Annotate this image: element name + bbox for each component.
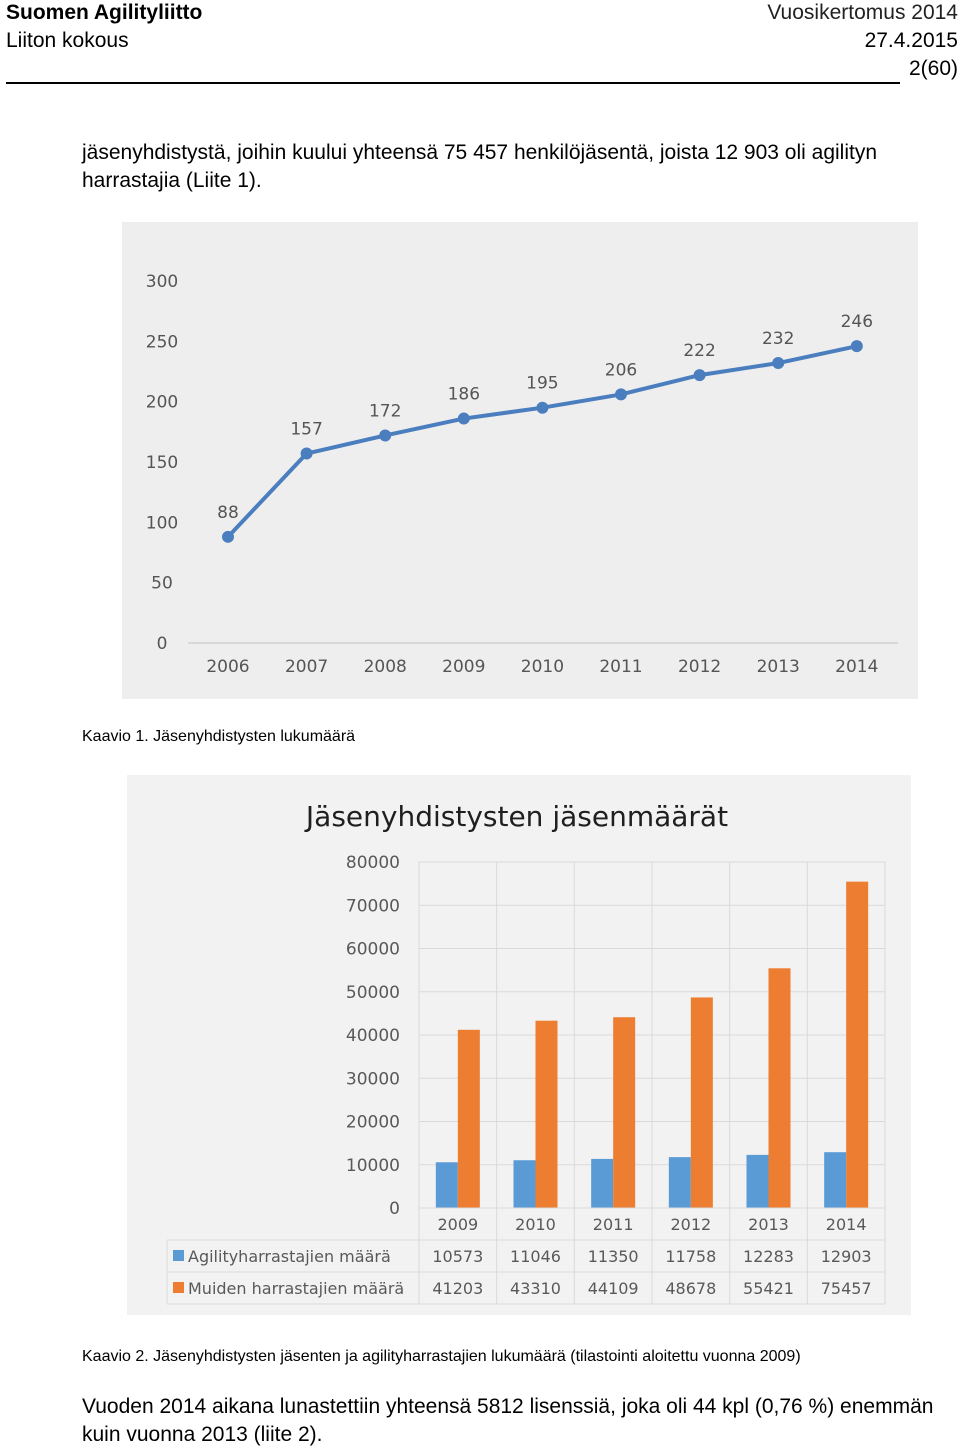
- chart1-x-tick: 2013: [756, 657, 800, 677]
- chart2-y-tick: 40000: [345, 1026, 400, 1046]
- chart2-data-label: 41203: [432, 1279, 484, 1298]
- chart1-y-tick: 250: [145, 332, 179, 353]
- chart1-data-label: 186: [447, 384, 481, 405]
- chart2-bar-agility: [669, 1157, 691, 1208]
- chart2-x-tick: 2013: [748, 1215, 789, 1234]
- chart1-point: [222, 531, 234, 543]
- report-title: Vuosikertomus 2014: [767, 1, 958, 24]
- chart2-bar-other: [458, 1030, 480, 1208]
- chart2-legend-swatch: [173, 1250, 184, 1261]
- chart1-point: [379, 429, 391, 441]
- chart1-x-tick: 2007: [284, 657, 329, 677]
- chart2-bar-agility: [747, 1155, 769, 1208]
- chart1-y-tick: 0: [156, 634, 168, 654]
- chart1-point: [536, 402, 548, 414]
- chart1-data-label: 88: [217, 502, 239, 523]
- chart2-legend-swatch: [173, 1282, 184, 1293]
- chart2-bar-agility: [514, 1160, 536, 1208]
- chart1-x-tick: 2006: [206, 657, 250, 677]
- chart2-y-tick: 0: [389, 1199, 400, 1219]
- chart1-point: [772, 357, 784, 369]
- chart1-data-label: 195: [526, 373, 559, 394]
- chart1-x-tick: 2009: [442, 657, 486, 677]
- bar-chart-members: [127, 775, 911, 1315]
- chart1-point: [694, 369, 706, 381]
- chart2-data-label: 48678: [665, 1279, 717, 1298]
- chart2-data-label: 11046: [510, 1247, 561, 1266]
- chart2-y-tick: 70000: [345, 896, 400, 917]
- chart2-y-tick: 80000: [345, 853, 400, 873]
- chart2-bar-agility: [824, 1152, 846, 1208]
- chart1-caption: Kaavio 1. Jäsenyhdistysten lukumäärä: [82, 728, 356, 745]
- chart2-y-tick: 20000: [345, 1112, 400, 1133]
- chart2-bar-other: [536, 1021, 558, 1208]
- chart2-data-label: 12283: [743, 1247, 794, 1266]
- chart1-data-label: 222: [683, 341, 716, 362]
- chart1-x-tick: 2012: [677, 657, 722, 677]
- chart1-point: [851, 340, 863, 352]
- chart2-x-tick: 2012: [670, 1215, 712, 1234]
- chart1-x-tick: 2010: [520, 657, 565, 677]
- chart2-bar-other: [691, 997, 713, 1208]
- chart1-point: [458, 413, 470, 425]
- org-name: Suomen Agilityliitto: [6, 1, 203, 24]
- chart1-data-label: 157: [290, 419, 323, 440]
- chart2-title: Jäsenyhdistysten jäsenmäärät: [305, 800, 729, 833]
- chart1-y-tick: 100: [145, 513, 179, 534]
- chart1-y-tick: 50: [151, 573, 173, 594]
- chart1-x-tick: 2014: [835, 657, 879, 677]
- chart1-point: [615, 388, 627, 400]
- page-number: 2(60): [908, 57, 958, 80]
- chart1-point: [301, 448, 313, 460]
- chart2-data-label: 43310: [510, 1279, 561, 1298]
- chart2-data-label: 10573: [432, 1247, 484, 1266]
- chart2-x-tick: 2011: [592, 1215, 634, 1234]
- chart1-data-label: 232: [761, 329, 795, 350]
- chart1-data-label: 246: [840, 312, 874, 333]
- chart2-x-tick: 2009: [437, 1215, 479, 1234]
- chart2-data-label: 44109: [587, 1279, 639, 1298]
- chart1-data-label: 206: [604, 360, 638, 381]
- chart2-data-label: 11758: [665, 1247, 717, 1266]
- chart2-data-label: 55421: [743, 1279, 794, 1298]
- chart2-bar-other: [846, 882, 868, 1208]
- chart1-y-tick: 150: [145, 453, 179, 473]
- chart2-x-tick: 2014: [825, 1215, 867, 1234]
- closing-paragraph: Vuoden 2014 aikana lunastettiin yhteensä 5812 lisenssiä, joka oli 44 kpl (0,76 %) enemmän kuin vuonna 2013 (liite 2).: [82, 1395, 934, 1446]
- chart1-background: [122, 222, 918, 699]
- chart1-x-tick: 2008: [363, 657, 407, 677]
- chart2-data-label: 75457: [820, 1279, 872, 1298]
- report-date: 27.4.2015: [864, 29, 958, 52]
- chart2-bar-other: [613, 1017, 635, 1208]
- chart2-y-tick: 50000: [345, 982, 400, 1003]
- chart1-y-tick: 200: [145, 392, 179, 413]
- chart2-y-tick: 30000: [345, 1069, 400, 1090]
- chart2-bar-other: [769, 968, 791, 1208]
- chart2-x-tick: 2010: [515, 1215, 556, 1234]
- chart2-bar-agility: [436, 1162, 458, 1208]
- chart1-x-tick: 2011: [599, 657, 643, 677]
- chart2-y-tick: 10000: [345, 1155, 400, 1176]
- chart2-bar-agility: [591, 1159, 613, 1208]
- chart2-legend-label: Muiden harrastajien määrä: [188, 1279, 405, 1298]
- chart2-data-label: 11350: [587, 1247, 639, 1266]
- line-chart-associations: [122, 222, 918, 699]
- chart2-y-tick: 60000: [345, 939, 400, 960]
- chart2-caption: Kaavio 2. Jäsenyhdistysten jäsenten ja agilityharrastajien lukumäärä (tilastointi aloitettu vuonna 2009): [82, 1348, 801, 1365]
- intro-paragraph: jäsenyhdistystä, joihin kuului yhteensä 75 457 henkilöjäsentä, joista 12 903 oli agilityn harrastajia (Liite 1).: [82, 141, 878, 192]
- chart1-data-label: 172: [368, 401, 402, 422]
- chart2-legend-label: Agilityharrastajien määrä: [188, 1247, 391, 1266]
- chart1-y-tick: 300: [145, 272, 179, 292]
- chart2-data-label: 12903: [820, 1247, 872, 1266]
- header-rule: [6, 82, 900, 84]
- chart2-background: [127, 775, 911, 1315]
- meeting-name: Liiton kokous: [6, 29, 129, 52]
